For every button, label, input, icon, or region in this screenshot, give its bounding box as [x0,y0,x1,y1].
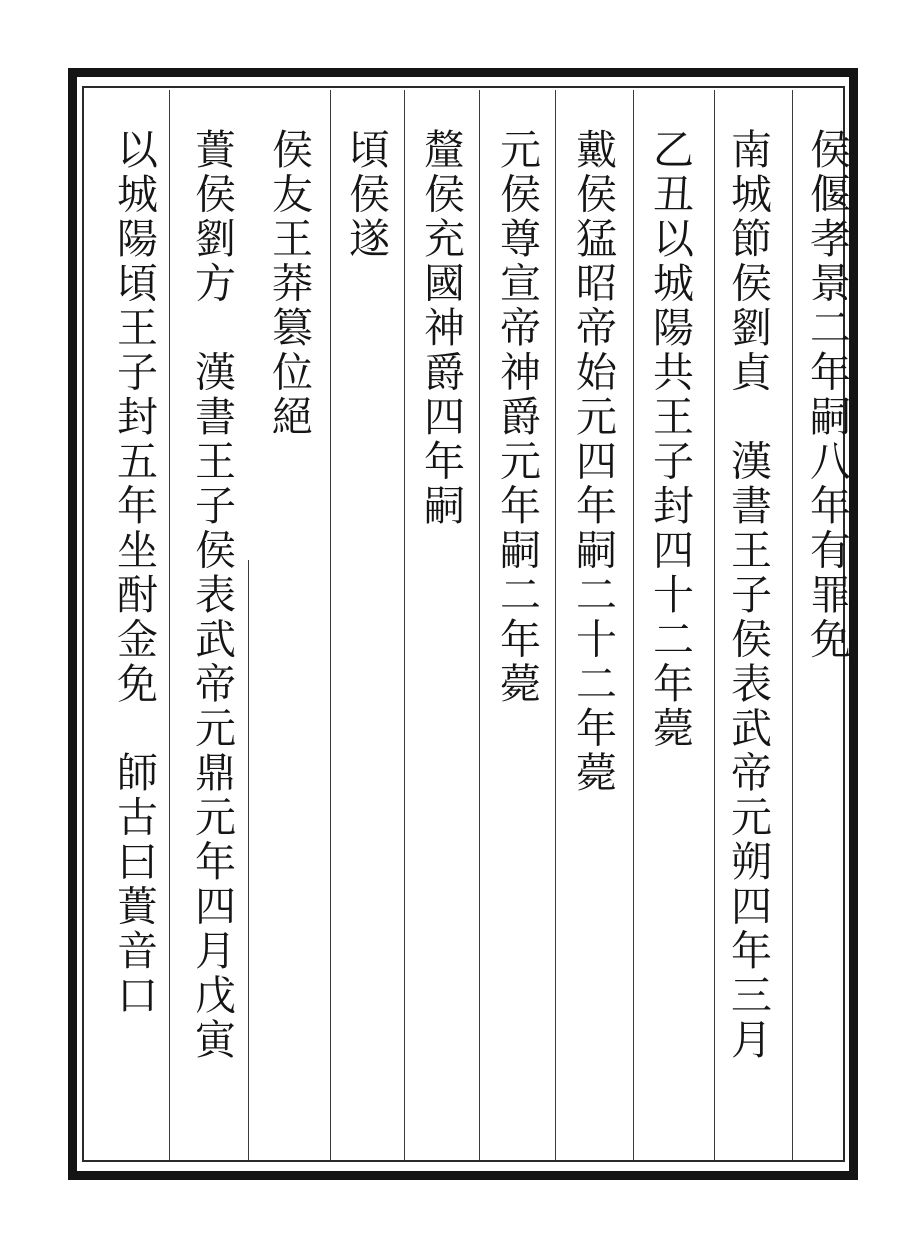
text-column-7: 頃侯遂 [342,128,390,262]
text-column-3: 乙丑以城陽共王子封四十二年薨 [646,128,694,751]
column-rule [555,90,556,1160]
text-column-5: 元侯尊宣帝神爵元年嗣二年薨 [493,128,541,707]
column-rule [633,90,634,1160]
text-column-10: 以城陽頃王子封五年坐酎金免 師古曰蕢音口 [110,128,158,1018]
text-column-2: 南城節侯劉貞 漢書王子侯表武帝元朔四年三月 [724,128,772,1063]
text-column-6: 釐侯充國神爵四年嗣 [417,128,465,529]
text-column-1: 侯偃孝景二年嗣八年有罪免 [803,128,851,662]
column-rule [714,90,715,1160]
column-rule [248,560,249,1160]
column-rule [404,90,405,1160]
text-column-8: 侯友王莽篡位絕 [265,128,313,440]
column-rule [169,90,170,1160]
column-rule [479,90,480,1160]
text-column-4: 戴侯猛昭帝始元四年嗣二十二年薨 [569,128,617,796]
column-rule [330,90,331,1160]
text-column-9: 蕢侯劉方 漢書王子侯表武帝元鼎元年四月戊寅 [188,128,236,1063]
column-rule [792,90,793,1160]
